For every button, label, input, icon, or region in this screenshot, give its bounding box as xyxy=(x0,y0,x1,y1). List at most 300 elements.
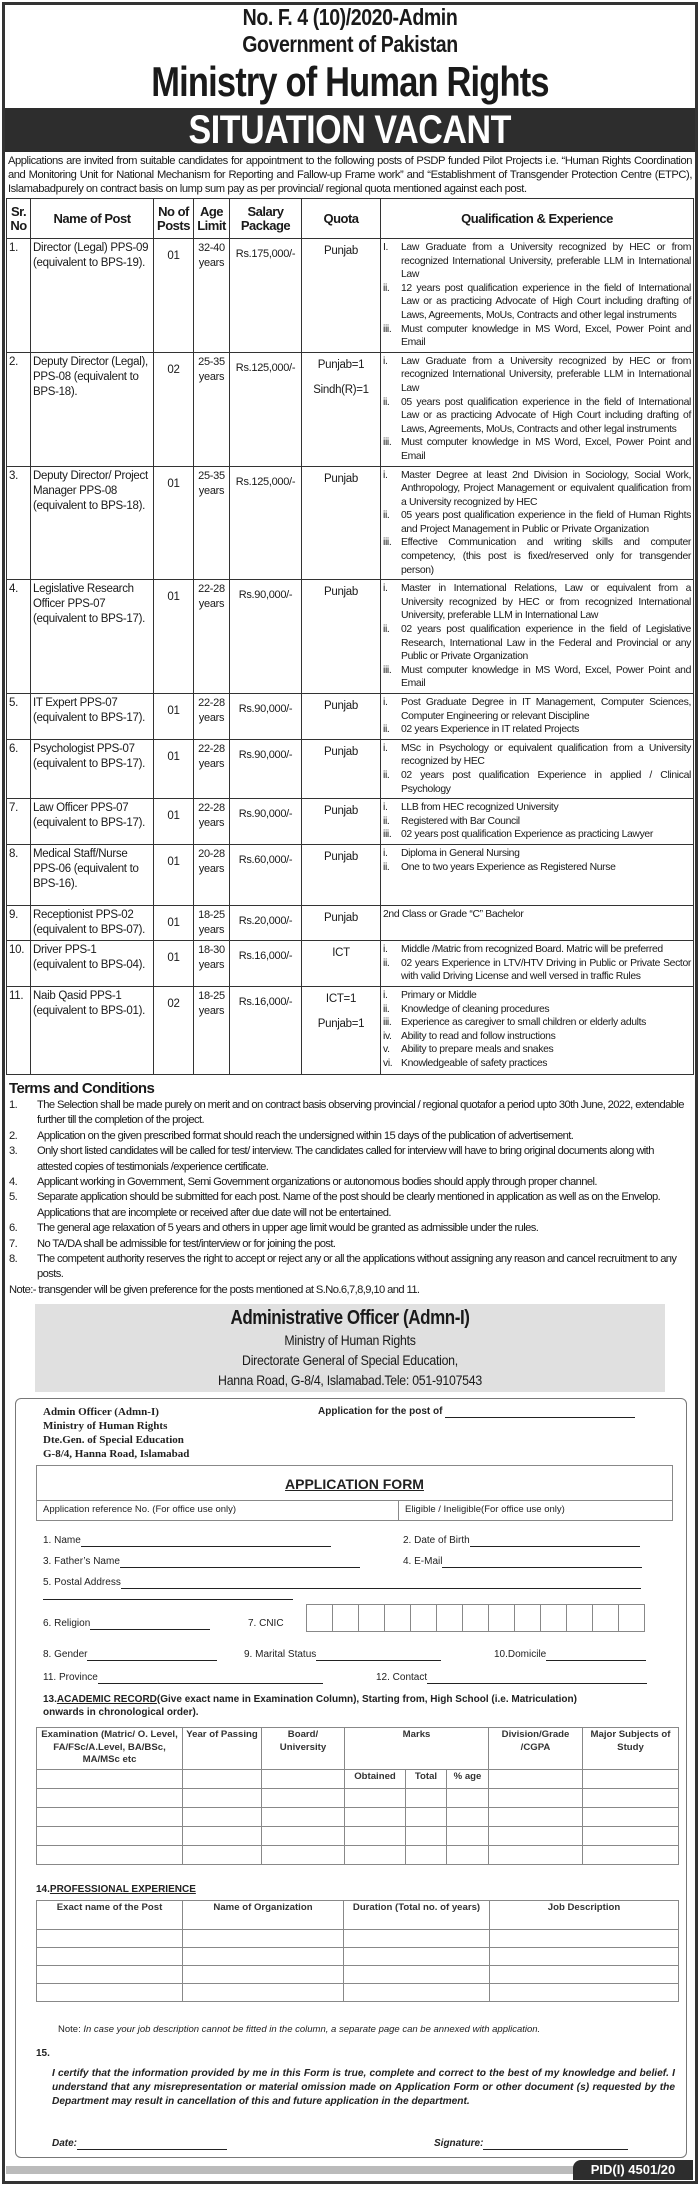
col-post: Exact name of the Post xyxy=(37,1901,183,1930)
qualification-item xyxy=(383,396,691,437)
qualification-item xyxy=(383,989,691,1003)
terms-number: 3. xyxy=(9,1145,18,1158)
qualification-item xyxy=(383,241,691,282)
blank-cell[interactable] xyxy=(447,1808,489,1827)
terms-number: 5. xyxy=(9,1191,18,1204)
serial-number: 7. xyxy=(7,799,31,845)
post-name: IT Expert PPS-07 (equivalent to BPS-17). xyxy=(31,694,154,740)
address-line: Dte.Gen. of Special Education xyxy=(43,1434,184,1447)
terms-note: Note:- transgender will be given preference for the posts mentioned at S.No.6,7,8,9,10 and 11. xyxy=(9,1283,420,1296)
blank-cell[interactable] xyxy=(37,1984,183,2002)
item-number: iv. xyxy=(383,1030,392,1042)
terms-item xyxy=(9,1129,691,1144)
blank-cell[interactable] xyxy=(345,1789,406,1808)
signature-field[interactable]: Signature: xyxy=(434,2137,628,2150)
blank-cell[interactable] xyxy=(37,1930,183,1948)
item-text: 02 years post qualification Experience in applied / Clinical Psychology xyxy=(401,769,691,795)
cnic-digit-box[interactable] xyxy=(567,1605,593,1631)
experience-table xyxy=(36,1900,679,2002)
qualification-item xyxy=(383,582,691,623)
post-name: Director (Legal) PPS-09 (equivalent to BPS-19). xyxy=(31,239,154,353)
blank-cell[interactable] xyxy=(447,1827,489,1846)
table-row xyxy=(7,352,694,466)
qualification xyxy=(381,940,694,986)
item-text: Registered with Bar Council xyxy=(401,815,520,827)
academic-table xyxy=(36,1727,679,1865)
column-header: Salary Package xyxy=(230,199,302,239)
item-number: vi. xyxy=(383,1057,393,1069)
blank-cell[interactable] xyxy=(37,1846,183,1865)
qualification-item xyxy=(383,623,691,664)
address-line: Ministry of Human Rights xyxy=(43,1420,168,1433)
blank-cell[interactable] xyxy=(490,1984,679,2002)
blank-cell[interactable] xyxy=(183,1789,262,1808)
table-row xyxy=(7,905,694,940)
item-text: Ability to prepare meals and snakes xyxy=(401,1044,554,1056)
qualification-item xyxy=(383,723,691,737)
item-text: Ability to read and follow instructions xyxy=(401,1030,556,1042)
blank-row xyxy=(37,1846,679,1865)
quota-value: Punjab=1 xyxy=(317,358,365,371)
serial-number: 8. xyxy=(7,844,31,905)
blank-cell[interactable] xyxy=(262,1789,345,1808)
religion-field[interactable]: 6. Religion xyxy=(43,1617,210,1630)
quota xyxy=(302,352,381,466)
col-organization: Name of Organization xyxy=(183,1901,344,1930)
serial-number: 6. xyxy=(7,739,31,798)
form-note: Note: In case your job description cannot be fitted in the column, a separate page can be annexed with application. xyxy=(58,2024,541,2036)
post-count: 01 xyxy=(154,466,194,580)
terms-text: Applicant working in Government, Semi Government organizations or autonomous bodies should apply through proper channel. xyxy=(37,1175,597,1188)
item-number: v. xyxy=(383,1044,390,1056)
table-row xyxy=(7,986,694,1074)
salary-package: Rs.125,000/- xyxy=(230,466,302,580)
reference-label: Application reference No. (For office use only) xyxy=(37,1501,399,1520)
footer-bar xyxy=(6,2166,576,2174)
blank-cell[interactable] xyxy=(183,1930,344,1948)
serial-number: 3. xyxy=(7,466,31,580)
qualification xyxy=(381,352,694,466)
admin-line: Ministry of Human Rights xyxy=(284,1332,416,1349)
item-number: ii. xyxy=(383,1003,390,1015)
item-number: i. xyxy=(383,469,388,481)
quota xyxy=(302,986,381,1074)
serial-number: 10. xyxy=(7,940,31,986)
item-number: ii. xyxy=(383,861,390,873)
post-name: Medical Staff/Nurse PPS-06 (equivalent to BPS-16). xyxy=(31,844,154,905)
item-text: 02 years Experience in IT related Projects xyxy=(401,724,580,736)
blank-cell[interactable] xyxy=(183,1846,262,1865)
blank-cell[interactable] xyxy=(490,1966,679,1984)
post-count: 01 xyxy=(154,580,194,694)
table-row xyxy=(7,239,694,353)
item-text: One to two years Experience as Registered Nurse xyxy=(401,861,616,873)
item-text: Middle /Matric from recognized Board. Matric will be preferred xyxy=(401,943,663,955)
post-field[interactable] xyxy=(318,1405,635,1418)
quota xyxy=(302,466,381,580)
blank-cell[interactable] xyxy=(345,1846,406,1865)
post-label: Application for the post of xyxy=(318,1406,443,1418)
blank-cell[interactable] xyxy=(262,1808,345,1827)
item-number: ii. xyxy=(383,957,390,969)
province-field[interactable]: 11. Province xyxy=(43,1671,323,1684)
blank-cell[interactable] xyxy=(345,1808,406,1827)
cnic-digit-box[interactable] xyxy=(541,1605,567,1631)
blank-row xyxy=(37,1984,679,2002)
cnic-digit-box[interactable] xyxy=(515,1605,541,1631)
qualification xyxy=(381,466,694,580)
blank-cell[interactable] xyxy=(489,1827,583,1846)
eligibility-label: Eligible / Ineligible(For office use only) xyxy=(405,1504,565,1516)
blank-cell[interactable] xyxy=(489,1808,583,1827)
blank-cell[interactable] xyxy=(37,1789,183,1808)
ministry-title: Ministry of Human Rights xyxy=(151,58,549,105)
terms-number: 1. xyxy=(9,1098,18,1111)
cnic-digit-box[interactable] xyxy=(359,1605,385,1631)
blank-cell[interactable] xyxy=(489,1789,583,1808)
qualification xyxy=(381,580,694,694)
blank-cell[interactable] xyxy=(37,1948,183,1966)
item-number: ii. xyxy=(383,624,390,636)
government-title: Government of Pakistan xyxy=(242,31,458,57)
table-header-row xyxy=(7,199,694,239)
qualification-item xyxy=(383,957,691,984)
qualification-item xyxy=(383,355,691,396)
item-number: ii. xyxy=(383,510,390,522)
age-limit: 18-30 years xyxy=(194,940,230,986)
qualification-item xyxy=(383,469,691,510)
blank-cell[interactable] xyxy=(344,1930,490,1948)
blank-cell[interactable] xyxy=(345,1827,406,1846)
certify-number: 15. xyxy=(36,2048,50,2060)
item-text: Master Degree at least 2nd Division in Sociology, Social Work, Anthropology, Project Management or equivalent qualification from a University recognized by HEC xyxy=(401,469,691,508)
cnic-digit-box[interactable] xyxy=(489,1605,515,1631)
item-text: 05 years post qualification experience in the field of International Law or as practicing Advocate of High Court including drafting of Laws, Agreements, MoUs, Contracts and other legal instruments xyxy=(401,396,691,435)
terms-number: 7. xyxy=(9,1237,18,1250)
address-line: G-8/4, Hanna Road, Islamabad xyxy=(43,1448,190,1461)
terms-text: Application on the given prescribed format should reach the undersigned within 15 days of the publication of advertisement. xyxy=(37,1129,574,1142)
item-text: 02 years post qualification Experience as practicing Lawyer xyxy=(401,829,653,841)
post-count: 01 xyxy=(154,239,194,353)
quota-value: Punjab xyxy=(323,850,358,863)
item-number: iii. xyxy=(383,664,392,676)
col-board: Board/ University xyxy=(262,1728,345,1770)
blank-cell[interactable] xyxy=(183,1808,262,1827)
cnic-digit-box[interactable] xyxy=(437,1605,463,1631)
cnic-digit-box[interactable] xyxy=(307,1605,333,1631)
postal-address-field[interactable]: 5. Postal Address xyxy=(43,1576,641,1589)
blank-cell[interactable] xyxy=(183,1966,344,1984)
item-number: i. xyxy=(383,847,388,859)
blank-row xyxy=(37,1789,679,1808)
post-name: Law Officer PPS-07 (equivalent to BPS-17). xyxy=(31,799,154,845)
qualification-item xyxy=(383,696,691,723)
post-count: 01 xyxy=(154,799,194,845)
post-count: 01 xyxy=(154,844,194,905)
item-number: I. xyxy=(383,242,389,253)
blank-cell[interactable] xyxy=(183,1984,344,2002)
salary-package: Rs.90,000/- xyxy=(230,739,302,798)
quota xyxy=(302,580,381,694)
quota xyxy=(302,239,381,353)
blank-row xyxy=(37,1948,679,1966)
column-header: Sr. No xyxy=(7,199,31,239)
terms-text: The competent authority reserves the right to accept or reject any or all the applications without assigning any reason and cancel recruitment to any posts. xyxy=(37,1253,677,1281)
item-number: ii. xyxy=(383,724,390,736)
quota-value: Punjab xyxy=(323,745,358,758)
item-text: 05 years post qualification experience in the field of Human Rights and Project Management in Public or Private Organization xyxy=(401,510,691,535)
col-total: Total xyxy=(406,1770,447,1789)
qualification xyxy=(381,694,694,740)
qualification-item xyxy=(383,509,691,536)
terms-item xyxy=(9,1237,691,1252)
qualification-item xyxy=(383,1030,691,1044)
table-row xyxy=(7,580,694,694)
blank-cell[interactable] xyxy=(37,1966,183,1984)
item-text: Knowledgeable of safety practices xyxy=(401,1057,548,1069)
blank-row xyxy=(37,1966,679,1984)
dob-field[interactable]: 2. Date of Birth xyxy=(403,1534,640,1547)
ad-header xyxy=(0,0,700,153)
item-number: i. xyxy=(383,697,388,708)
blank-cell[interactable] xyxy=(344,1966,490,1984)
terms-item xyxy=(9,1221,691,1236)
academic-heading: 13.ACADEMIC RECORD(Give exact name in Examination Column), Starting from, High School (i.e. Matriculation) onwards in chronological order). xyxy=(43,1694,577,1719)
office-use-row xyxy=(36,1501,673,1521)
date-field[interactable]: Date: xyxy=(52,2137,227,2150)
qualification-item xyxy=(383,861,691,875)
item-text: Experience as caregiver to small children or elderly adults xyxy=(401,1017,647,1029)
cnic-digit-box[interactable] xyxy=(593,1605,619,1631)
item-number: iii. xyxy=(383,829,392,841)
terms-number: 2. xyxy=(9,1129,18,1142)
address-line: Admin Officer (Admn-I) xyxy=(43,1406,159,1419)
item-text: MSc in Psychology or equivalent qualification from a University recognized by HEC xyxy=(401,742,691,768)
terms-item xyxy=(9,1098,691,1129)
admin-line: Hanna Road, G-8/4, Islamabad.Tele: 051-9107543 xyxy=(218,1372,482,1389)
qualification-item xyxy=(383,282,691,323)
post-count: 02 xyxy=(154,986,194,1074)
age-limit: 18-25 years xyxy=(194,905,230,940)
item-number: iii. xyxy=(383,1017,392,1029)
blank-cell[interactable] xyxy=(490,1930,679,1948)
serial-number: 11. xyxy=(7,986,31,1074)
terms-item xyxy=(9,1190,691,1221)
item-text: Knowledge of cleaning procedures xyxy=(401,1003,550,1015)
post-name: Naib Qasid PPS-1 (equivalent to BPS-01). xyxy=(31,986,154,1074)
column-header: Name of Post xyxy=(31,199,154,239)
quota xyxy=(302,799,381,845)
blank-cell[interactable] xyxy=(406,1789,447,1808)
item-text: Master in International Relations, Law or equivalent from a University recognized by HEC or from recognized International University, preferable LLM in International Law xyxy=(401,583,691,622)
blank-cell[interactable] xyxy=(489,1846,583,1865)
form-title-box xyxy=(36,1465,673,1501)
quota-value: Punjab xyxy=(323,472,358,485)
item-number: iii. xyxy=(383,323,392,335)
salary-package: Rs.60,000/- xyxy=(230,844,302,905)
blank-cell[interactable] xyxy=(490,1948,679,1966)
qualification-item xyxy=(383,323,691,350)
cnic-digit-box[interactable] xyxy=(463,1605,489,1631)
blank-cell[interactable] xyxy=(406,1846,447,1865)
item-text: Must computer knowledge in MS Word, Excel, Power Point and Email xyxy=(401,437,691,462)
email-field[interactable]: 4. E-Mail xyxy=(403,1555,642,1568)
blank-cell[interactable] xyxy=(583,1789,679,1808)
item-number: ii. xyxy=(383,282,390,294)
col-obtained: Obtained xyxy=(345,1770,406,1789)
item-text: Must computer knowledge in MS Word, Excel, Power Point and Email xyxy=(401,664,691,690)
banner-text: SITUATION VACANT xyxy=(188,108,512,152)
item-text: 12 years post qualification experience in the field of International Law or as practicing Advocate of High Court including drafting of Laws, Agreements, MoUs, Contracts and other legal instruments xyxy=(401,282,691,321)
serial-number: 2. xyxy=(7,352,31,466)
blank-cell[interactable] xyxy=(37,1808,183,1827)
terms-number: 8. xyxy=(9,1253,18,1265)
vacancy-table xyxy=(6,198,694,1075)
cnic-digit-box[interactable] xyxy=(619,1605,644,1631)
qualification-item xyxy=(383,1016,691,1030)
item-text: Diploma in General Nursing xyxy=(401,847,520,859)
certification-text: I certify that the information provided by me in this Form is true, complete and correct to the best of my knowledge and belief. I understand that any misrepresentation or material omission made on Application Form or other document (s) requested by the Department may result in cancellation of this and future application in the department. xyxy=(52,2068,675,2108)
quota-value: ICT=1 xyxy=(325,992,357,1005)
table-row xyxy=(7,739,694,798)
terms-text: Only short listed candidates will be called for test/ interview. The candidates called for interview will have to bring original documents along with attested copies of testimonials /experience certificate. xyxy=(37,1145,654,1173)
professional-heading: 14.PROFESSIONAL EXPERIENCE xyxy=(36,1884,196,1896)
post-name: Psychologist PPS-07 (equivalent to BPS-17). xyxy=(31,739,154,798)
qualification-item xyxy=(383,1003,691,1017)
item-text: 2nd Class or Grade “C” Bachelor xyxy=(383,908,524,920)
table-row xyxy=(7,466,694,580)
salary-package: Rs.90,000/- xyxy=(230,694,302,740)
table-row xyxy=(7,844,694,905)
terms-item xyxy=(9,1252,691,1283)
serial-number: 9. xyxy=(7,905,31,940)
post-name: Receptionist PPS-02 (equivalent to BPS-07). xyxy=(31,905,154,940)
name-field[interactable]: 1. Name xyxy=(43,1534,331,1547)
salary-package: Rs.90,000/- xyxy=(230,799,302,845)
salary-package: Rs.125,000/- xyxy=(230,352,302,466)
post-name: Legislative Research Officer PPS-07 (equivalent to BPS-17). xyxy=(31,580,154,694)
terms-text: No TA/DA shall be admissible for test/interview or for joining the post. xyxy=(37,1237,336,1250)
blank-cell[interactable] xyxy=(447,1846,489,1865)
serial-number: 5. xyxy=(7,694,31,740)
item-text: 02 years Experience in LTV/HTV Driving in Public or Private Sector with valid Driving License and well versed in traffic Rules xyxy=(401,957,691,983)
col-division: Division/Grade /CGPA xyxy=(489,1728,583,1770)
form-address xyxy=(43,1405,189,1461)
age-limit: 22-28 years xyxy=(194,694,230,740)
col-marks: Marks xyxy=(345,1728,489,1770)
post-count: 02 xyxy=(154,352,194,466)
marital-status-field[interactable]: 9. Marital Status xyxy=(244,1648,441,1661)
blank-cell[interactable] xyxy=(583,1846,679,1865)
item-number: i. xyxy=(383,583,388,595)
terms-section xyxy=(9,1079,691,1298)
table-row xyxy=(7,799,694,845)
quota-value: Punjab xyxy=(323,245,358,257)
qualification-item xyxy=(383,536,691,577)
ad-body xyxy=(0,154,700,2182)
salary-package: Rs.16,000/- xyxy=(230,940,302,986)
blank-cell[interactable] xyxy=(344,1948,490,1966)
item-number: i. xyxy=(383,355,388,367)
blank-cell[interactable] xyxy=(37,1827,183,1846)
cnic-digit-box[interactable] xyxy=(385,1605,411,1631)
col-examination: Examination (Matric/ O. Level, FA/FSc/A.Level, BA/BSc, MA/MSc etc xyxy=(37,1728,183,1770)
item-number: iii. xyxy=(383,537,392,549)
cnic-digit-box[interactable] xyxy=(411,1605,437,1631)
qualification-item xyxy=(383,436,691,463)
gender-field[interactable]: 8. Gender xyxy=(43,1648,217,1661)
qualification-item xyxy=(383,664,691,691)
footer xyxy=(6,2160,694,2182)
blank-cell[interactable] xyxy=(406,1808,447,1827)
qualification-item xyxy=(383,943,691,957)
terms-title: Terms and Conditions xyxy=(9,1079,155,1097)
post-name: Driver PPS-1 (equivalent to BPS-04). xyxy=(31,940,154,986)
quota xyxy=(302,844,381,905)
age-limit: 25-35 years xyxy=(194,466,230,580)
qualification-item xyxy=(383,742,691,769)
quota-value: Punjab xyxy=(323,586,358,599)
qualification-item xyxy=(383,1057,691,1071)
qualification xyxy=(381,739,694,798)
quota xyxy=(302,694,381,740)
father-name-field[interactable]: 3. Father’s Name xyxy=(43,1555,360,1568)
blank-row xyxy=(37,1827,679,1846)
item-number: ii. xyxy=(383,769,390,781)
application-form xyxy=(15,1398,687,2158)
address-line-2[interactable] xyxy=(43,1599,293,1600)
item-number: i. xyxy=(383,802,388,814)
blank-row xyxy=(37,1930,679,1948)
item-text: Effective Communication and writing skills and computer competency, (this post is fixed/reserved only for transgender person) xyxy=(401,537,691,576)
age-limit: 20-28 years xyxy=(194,844,230,905)
domicile-field[interactable]: 10.Domicile xyxy=(494,1648,646,1661)
cnic-digit-box[interactable] xyxy=(333,1605,359,1631)
blank-cell[interactable] xyxy=(183,1827,262,1846)
admin-address-box xyxy=(35,1304,665,1392)
table-row xyxy=(7,940,694,986)
blank-cell[interactable] xyxy=(183,1948,344,1966)
blank-cell[interactable] xyxy=(406,1827,447,1846)
blank-cell[interactable] xyxy=(583,1808,679,1827)
age-limit: 22-28 years xyxy=(194,580,230,694)
column-header: No of Posts xyxy=(154,199,194,239)
contact-field[interactable]: 12. Contact xyxy=(376,1671,647,1684)
blank-cell[interactable] xyxy=(447,1789,489,1808)
quota-value: Punjab xyxy=(323,700,358,712)
admin-title: Administrative Officer (Admn-I) xyxy=(230,1307,470,1330)
blank-cell[interactable] xyxy=(344,1984,490,2002)
blank-cell[interactable] xyxy=(262,1827,345,1846)
qualification xyxy=(381,844,694,905)
situation-vacant-banner xyxy=(5,108,695,152)
cnic-boxes[interactable] xyxy=(306,1604,645,1632)
quota-value: ICT xyxy=(332,946,350,959)
terms-number: 4. xyxy=(9,1175,18,1188)
blank-row xyxy=(37,1808,679,1827)
blank-cell[interactable] xyxy=(262,1846,345,1865)
terms-number: 6. xyxy=(9,1222,18,1235)
col-duration: Duration (Total no. of years) xyxy=(344,1901,490,1930)
age-limit: 22-28 years xyxy=(194,799,230,845)
age-limit: 25-35 years xyxy=(194,352,230,466)
serial-number: 1. xyxy=(7,239,31,353)
academic-title: ACADEMIC RECORD xyxy=(56,1694,157,1706)
column-header: Qualification & Experience xyxy=(381,199,694,239)
column-header: Quota xyxy=(302,199,381,239)
blank-cell[interactable] xyxy=(583,1827,679,1846)
pid-number: PID(I) 4501/20 xyxy=(573,2160,693,2180)
